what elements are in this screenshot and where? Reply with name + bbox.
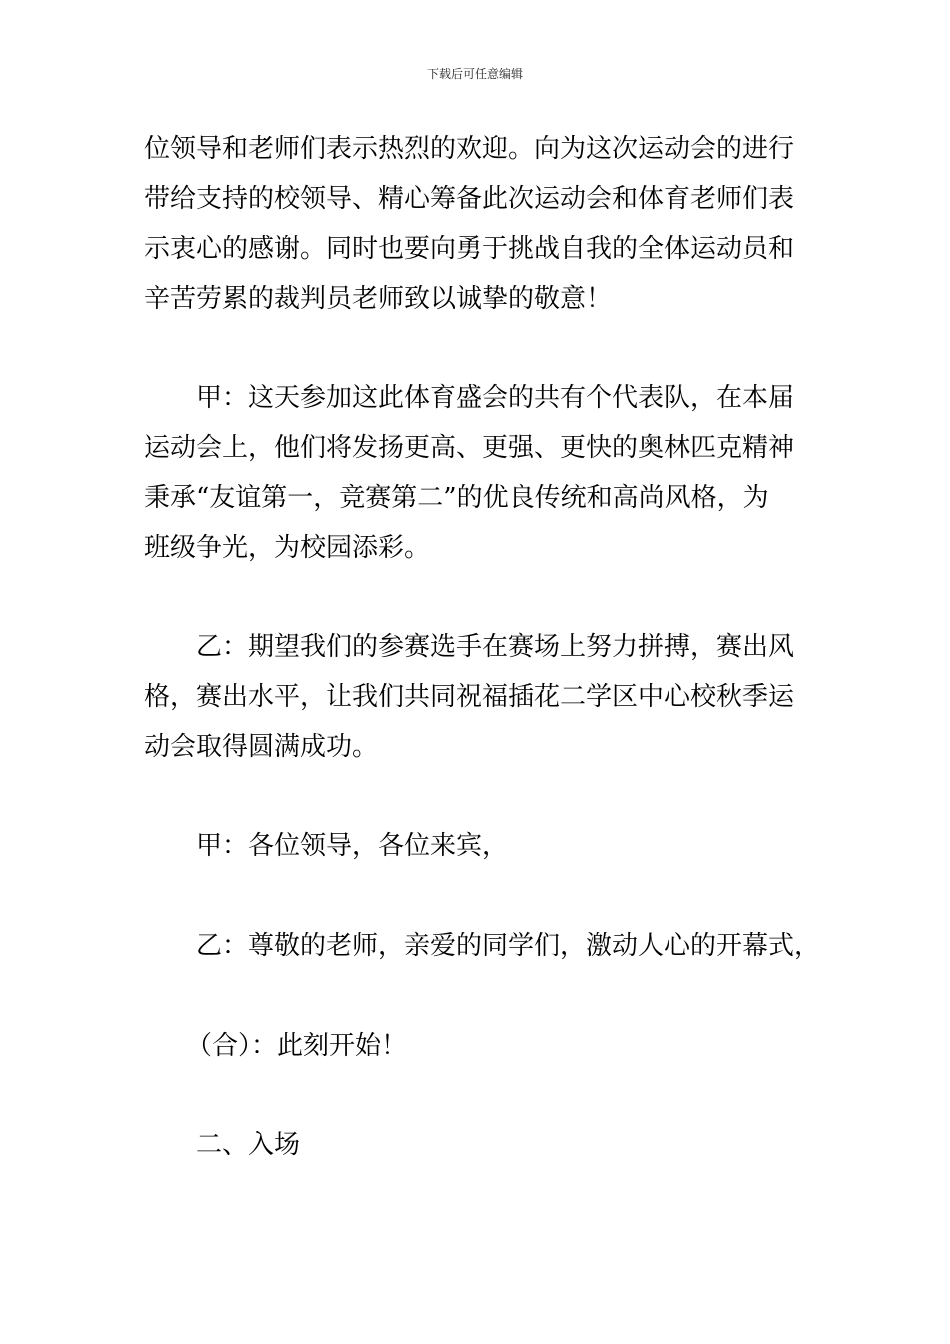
paragraph-line: 示衷心的感谢。同时也要向勇于挑战自我的全体运动员和: [144, 234, 795, 264]
paragraph-line: 动会取得圆满成功。: [144, 732, 379, 762]
paragraph-line: 乙：期望我们的参赛选手在赛场上努力拼搏，赛出风: [196, 632, 795, 662]
section-heading: 二、入场: [196, 1130, 301, 1160]
paragraph-line: 带给支持的校领导、精心筹备此次运动会和体育老师们表: [144, 184, 795, 214]
paragraph-line: 甲：这天参加这此体育盛会的共有个代表队，在本届: [196, 383, 795, 413]
paragraph-line: 辛苦劳累的裁判员老师致以诚挚的敬意！: [144, 284, 613, 314]
paragraph-line: 班级争光，为校园添彩。: [144, 533, 431, 563]
paragraph-line: 秉承“友谊第一，竞赛第二”的优良传统和高尚风格，为: [144, 483, 769, 513]
page-header-note: 下载后可任意编辑: [426, 67, 523, 81]
paragraph-line: 甲：各位领导，各位来宾，: [196, 831, 509, 861]
paragraph-line: 格，赛出水平，让我们共同祝福插花二学区中心校秋季运: [144, 682, 795, 712]
paragraph-line: 乙：尊敬的老师，亲爱的同学们，激动人心的开幕式，: [196, 931, 821, 961]
paragraph-line: （合）：此刻开始！: [186, 1031, 408, 1061]
paragraph-line: 运动会上，他们将发扬更高、更强、更快的奥林匹克精神: [144, 433, 795, 463]
paragraph-line: 位领导和老师们表示热烈的欢迎。向为这次运动会的进行: [144, 134, 795, 164]
